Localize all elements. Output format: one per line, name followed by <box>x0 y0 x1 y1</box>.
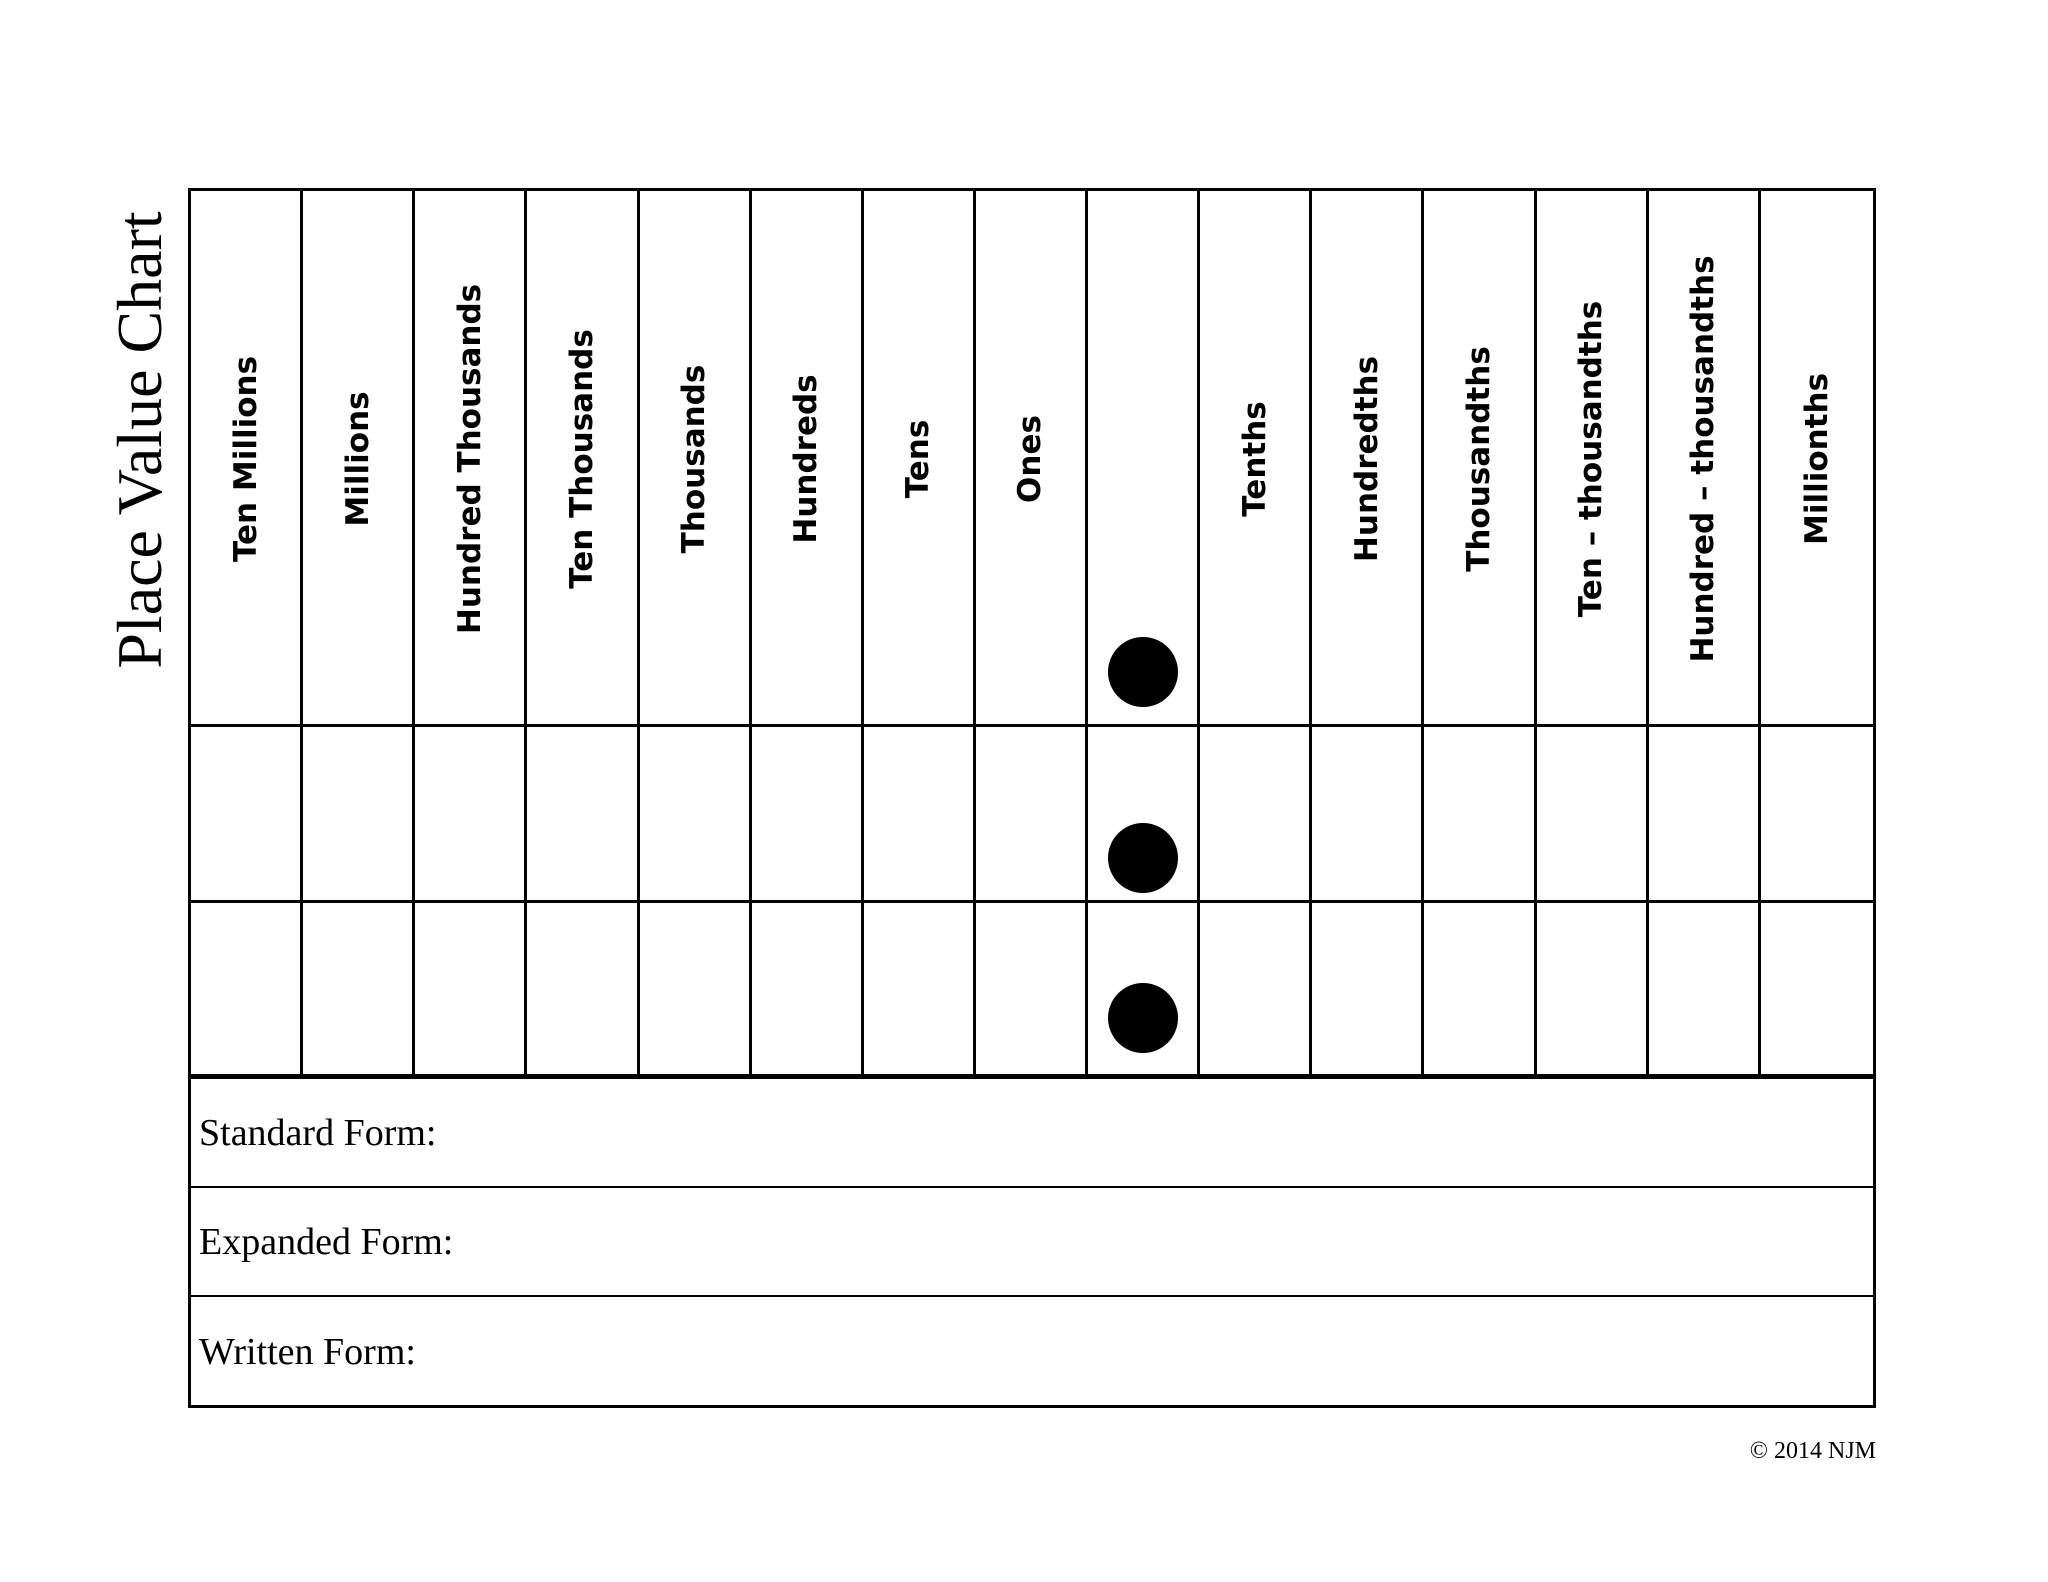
entry-cell[interactable] <box>303 903 415 1079</box>
header-cell <box>303 191 415 727</box>
column-label: Thousands <box>676 364 713 554</box>
entry-cell[interactable] <box>1424 903 1536 1079</box>
written-form-row[interactable] <box>191 1297 1873 1406</box>
expanded-form-row[interactable] <box>191 1188 1873 1297</box>
entry-cell[interactable] <box>1088 903 1200 1079</box>
column-label: Hundred Thousands <box>451 283 488 635</box>
header-cell <box>527 191 639 727</box>
column-label: Millionths <box>1798 372 1835 546</box>
entry-cell[interactable] <box>527 727 639 903</box>
header-cell <box>191 191 303 727</box>
entry-cell[interactable] <box>976 903 1088 1079</box>
entry-cell[interactable] <box>1312 727 1424 903</box>
header-cell <box>1200 191 1312 727</box>
header-cell <box>1312 191 1424 727</box>
column-label: Ten Millions <box>227 355 264 563</box>
entry-cell[interactable] <box>864 903 976 1079</box>
decimal-point-dot <box>1108 983 1178 1053</box>
entry-cell[interactable] <box>1312 903 1424 1079</box>
column-label: Hundredths <box>1348 355 1385 563</box>
header-cell <box>1761 191 1873 727</box>
written-form-label: Written Form: <box>199 1330 416 1373</box>
column-label: Thousandths <box>1461 346 1498 572</box>
entry-cell[interactable] <box>976 727 1088 903</box>
standard-form-row[interactable] <box>191 1079 1873 1188</box>
header-cell <box>640 191 752 727</box>
decimal-point-dot <box>1108 823 1178 893</box>
entry-cell[interactable] <box>864 727 976 903</box>
header-cell <box>1088 191 1200 727</box>
entry-cell[interactable] <box>752 903 864 1079</box>
entry-cell[interactable] <box>191 903 303 1079</box>
header-cell <box>1537 191 1649 727</box>
header-cell <box>415 191 527 727</box>
entry-cell[interactable] <box>303 727 415 903</box>
column-label: Ten – thousandths <box>1573 300 1610 618</box>
entry-cell[interactable] <box>1537 903 1649 1079</box>
header-cell <box>864 191 976 727</box>
standard-form-label: Standard Form: <box>199 1111 437 1154</box>
entry-cell[interactable] <box>1424 727 1536 903</box>
entry-cell[interactable] <box>191 727 303 903</box>
column-label: Hundred – thousandths <box>1685 255 1722 663</box>
decimal-point-dot <box>1108 637 1178 707</box>
entry-cell[interactable] <box>1088 727 1200 903</box>
page-title: Place Value Chart <box>104 211 175 669</box>
place-value-chart <box>188 188 1876 1408</box>
column-label: Ten Thousands <box>563 329 600 589</box>
entry-cell[interactable] <box>752 727 864 903</box>
entry-cell[interactable] <box>1649 903 1761 1079</box>
column-label: Ones <box>1012 415 1049 503</box>
column-label: Tenths <box>1236 401 1273 517</box>
entry-cell[interactable] <box>1649 727 1761 903</box>
entry-cell[interactable] <box>415 903 527 1079</box>
entry-cell[interactable] <box>1761 727 1873 903</box>
column-label: Hundreds <box>788 374 825 544</box>
header-cell <box>976 191 1088 727</box>
entry-cell[interactable] <box>1537 727 1649 903</box>
column-label: Millions <box>339 391 376 527</box>
header-cell <box>1649 191 1761 727</box>
entry-cell[interactable] <box>640 727 752 903</box>
entry-cell[interactable] <box>1200 903 1312 1079</box>
entry-cell[interactable] <box>1200 727 1312 903</box>
forms-section <box>191 1079 1873 1405</box>
place-value-grid <box>191 191 1873 1079</box>
entry-cell[interactable] <box>415 727 527 903</box>
expanded-form-label: Expanded Form: <box>199 1220 454 1263</box>
entry-cell[interactable] <box>1761 903 1873 1079</box>
entry-cell[interactable] <box>527 903 639 1079</box>
header-cell <box>752 191 864 727</box>
copyright: © 2014 NJM <box>1749 1438 1876 1464</box>
column-label: Tens <box>900 419 937 499</box>
header-cell <box>1424 191 1536 727</box>
entry-cell[interactable] <box>640 903 752 1079</box>
